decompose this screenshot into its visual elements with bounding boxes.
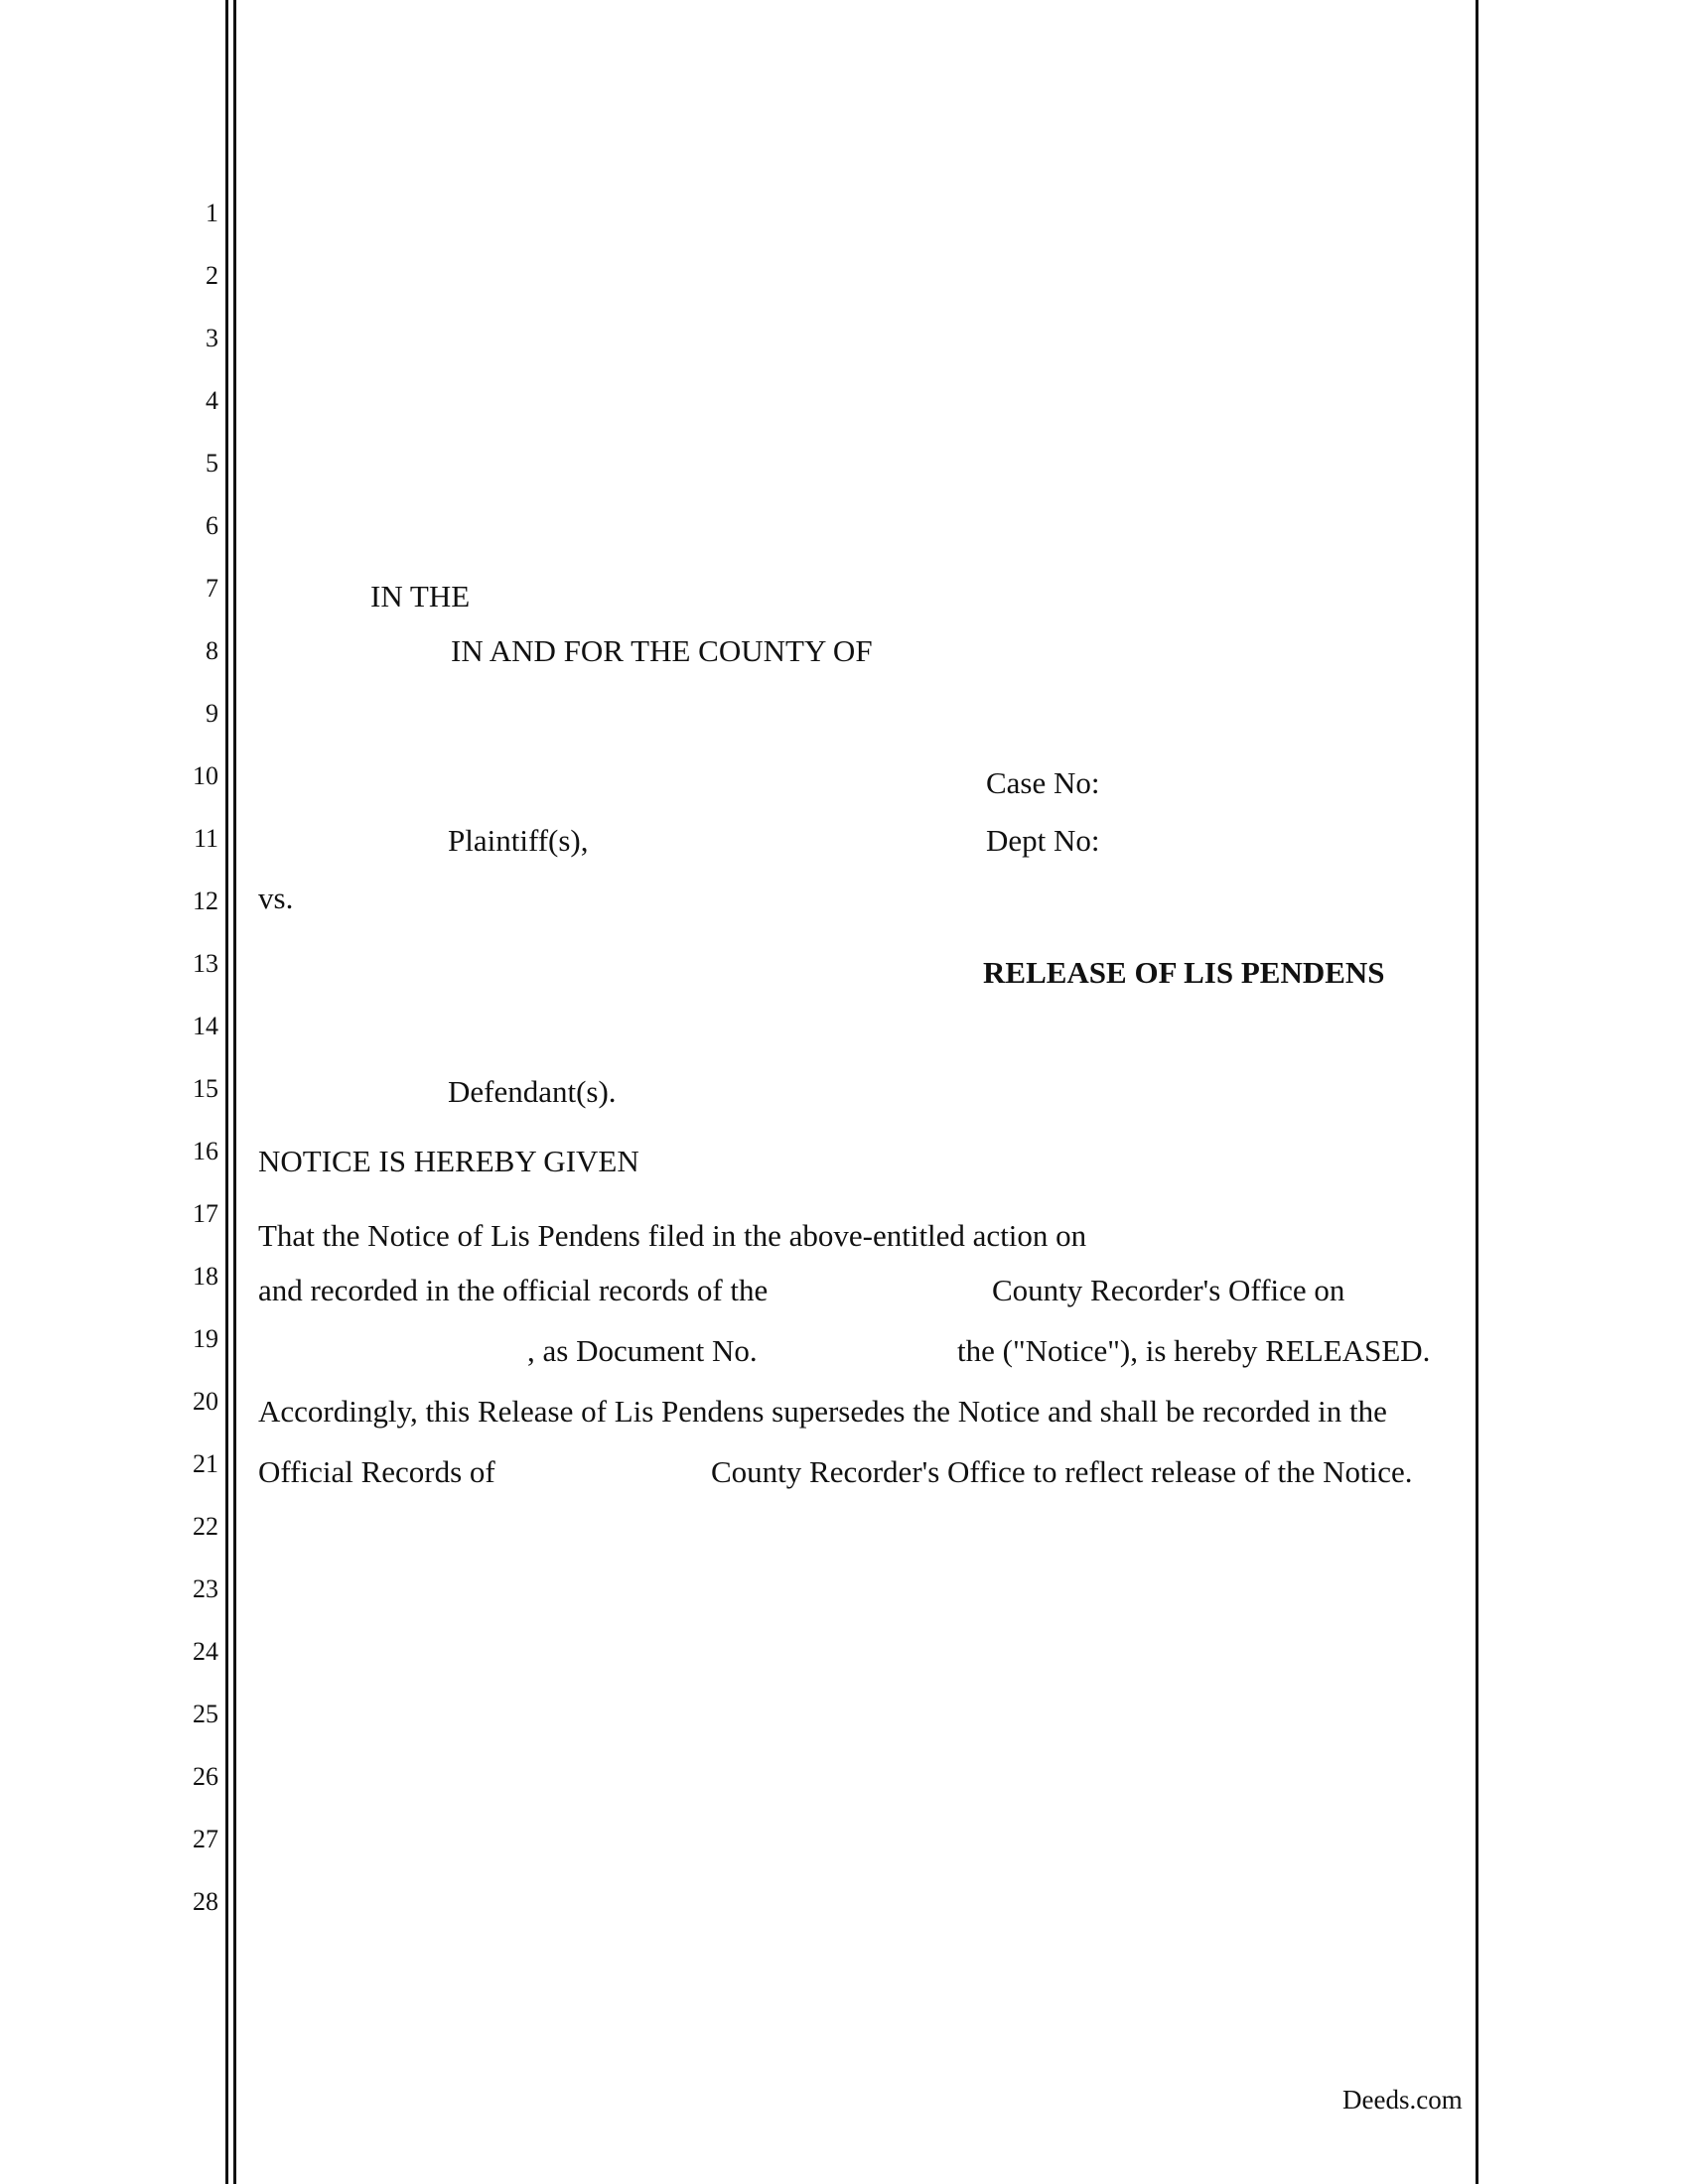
line-number: 19 xyxy=(193,1324,218,1353)
line-number: 15 xyxy=(193,1074,218,1103)
line-number: 3 xyxy=(206,324,218,352)
defendant-label: Defendant(s). xyxy=(448,1074,617,1109)
line-number: 2 xyxy=(206,261,218,290)
body-line-21-start: Official Records of xyxy=(258,1454,495,1489)
notice-heading: NOTICE IS HEREBY GIVEN xyxy=(258,1144,639,1178)
line-number: 12 xyxy=(193,887,218,915)
body-line-17: That the Notice of Lis Pendens filed in the above-entitled action on xyxy=(258,1218,1087,1253)
line-number: 1 xyxy=(206,199,218,227)
line-number: 13 xyxy=(193,949,218,978)
left-margin-rule-inner xyxy=(233,0,236,2184)
plaintiff-label: Plaintiff(s), xyxy=(448,823,589,858)
line-number: 18 xyxy=(193,1262,218,1291)
left-margin-rule-outer xyxy=(225,0,228,2184)
line-number: 28 xyxy=(193,1887,218,1916)
line-number: 8 xyxy=(206,636,218,665)
court-line-county: IN AND FOR THE COUNTY OF xyxy=(451,633,873,668)
court-line-in-the: IN THE xyxy=(370,579,471,614)
body-line-20: Accordingly, this Release of Lis Pendens supersedes the Notice and shall be recorded in the xyxy=(258,1394,1387,1429)
body-line-18-start: and recorded in the official records of the xyxy=(258,1273,769,1307)
line-number: 6 xyxy=(206,511,218,540)
line-number: 25 xyxy=(193,1700,218,1728)
dept-no-label: Dept No: xyxy=(986,823,1100,858)
line-number: 20 xyxy=(193,1387,218,1416)
line-number: 5 xyxy=(206,449,218,478)
body-line-19-start: , as Document No. xyxy=(527,1333,758,1368)
line-number: 27 xyxy=(193,1825,218,1853)
line-number: 14 xyxy=(193,1012,218,1040)
line-number: 23 xyxy=(193,1574,218,1603)
line-number: 22 xyxy=(193,1512,218,1541)
line-number: 7 xyxy=(206,574,218,603)
line-number: 11 xyxy=(193,824,218,853)
line-number: 17 xyxy=(193,1199,218,1228)
line-number: 4 xyxy=(206,386,218,415)
line-number: 21 xyxy=(193,1449,218,1478)
footer-brand: Deeds.com xyxy=(1342,2085,1463,2115)
case-no-label: Case No: xyxy=(986,765,1100,800)
body-line-19-end: the ("Notice"), is hereby RELEASED. xyxy=(957,1333,1431,1368)
right-margin-rule xyxy=(1476,0,1478,2184)
line-number: 24 xyxy=(193,1637,218,1666)
document-title: RELEASE OF LIS PENDENS xyxy=(983,955,1385,990)
body-line-21-end: County Recorder's Office to reflect release of the Notice. xyxy=(711,1454,1413,1489)
line-number: 9 xyxy=(206,699,218,728)
line-number: 10 xyxy=(193,761,218,790)
body-line-18-end: County Recorder's Office on xyxy=(992,1273,1345,1307)
line-number: 16 xyxy=(193,1137,218,1165)
line-number: 26 xyxy=(193,1762,218,1791)
versus-label: vs. xyxy=(258,881,294,915)
